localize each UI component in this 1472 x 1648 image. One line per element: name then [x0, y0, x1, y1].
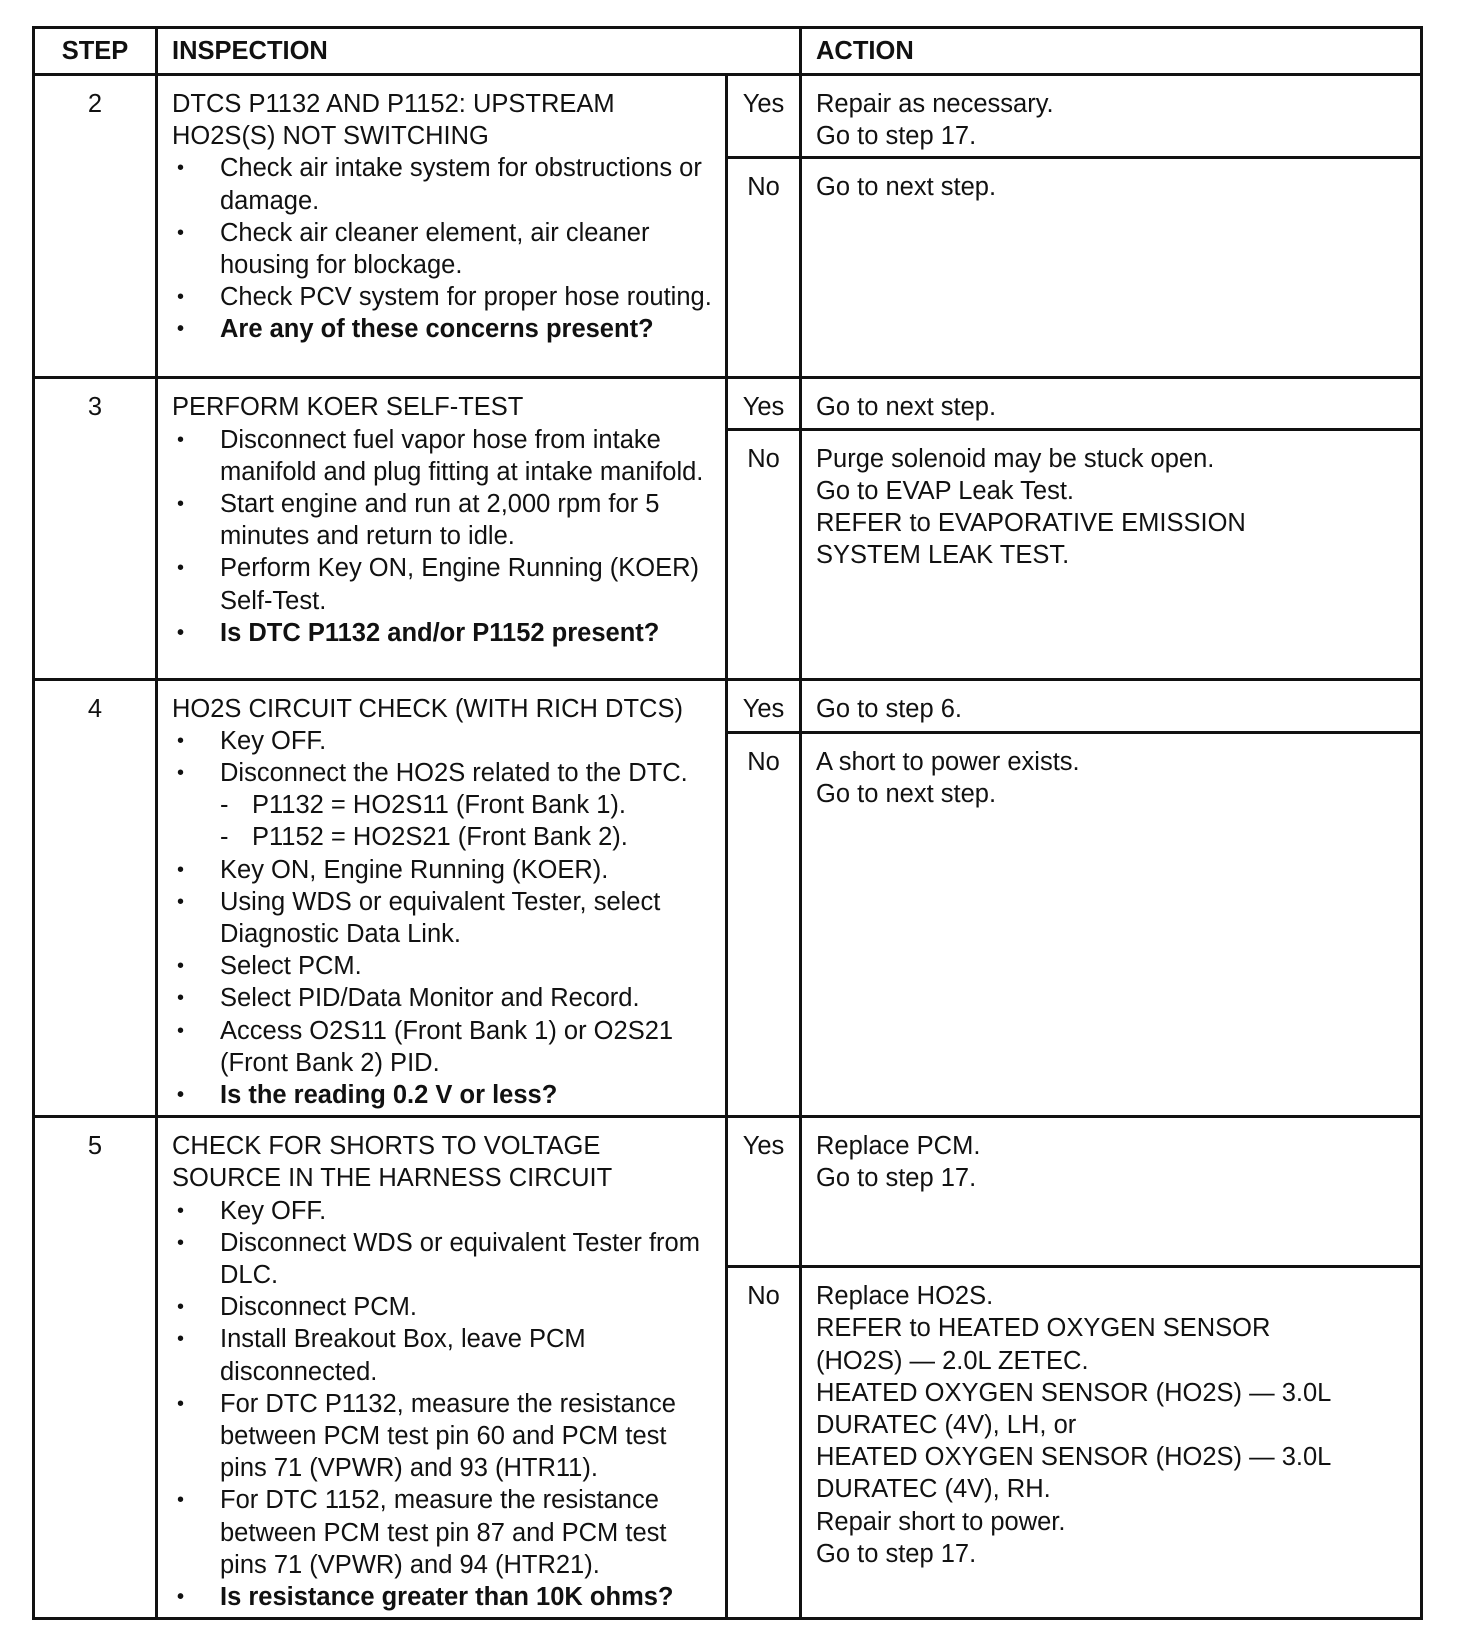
- inspection-title: SOURCE IN THE HARNESS CIRCUIT: [172, 1164, 613, 1193]
- table-row: [34, 75, 1422, 158]
- list-item: • Disconnect fuel vapor hose from intake manifold and plug fitting at intake manifold.: [172, 424, 713, 488]
- list-item-text: Disconnect the HO2S related to the DTC.: [220, 759, 688, 788]
- no-label: No: [727, 733, 801, 1117]
- list-item: • Select PID/Data Monitor and Record.: [172, 982, 713, 1014]
- action-line: REFER to EVAPORATIVE EMISSION: [816, 509, 1246, 538]
- list-item: • Check air intake system for obstructions or damage.: [172, 152, 713, 216]
- action-line: Go to EVAP Leak Test.: [816, 476, 1075, 505]
- inspection-cell: [157, 679, 727, 1117]
- list-item: • Select PCM.: [172, 950, 713, 982]
- action-line: DURATEC (4V), RH.: [816, 1475, 1051, 1504]
- action-line: (HO2S) — 2.0L ZETEC.: [816, 1346, 1089, 1375]
- no-label: No: [727, 429, 801, 679]
- yes-action: [801, 679, 1422, 732]
- step-number: 3: [34, 378, 157, 679]
- yes-label: Yes: [727, 1117, 801, 1267]
- action-line: Replace PCM.: [816, 1132, 981, 1161]
- table-row: [34, 1117, 1422, 1267]
- action-line: Go to next step.: [816, 393, 997, 422]
- list-item: • Perform Key ON, Engine Running (KOER) Self-Test.: [172, 552, 713, 616]
- action-line: DURATEC (4V), LH, or: [816, 1410, 1077, 1439]
- action-line: Go to step 6.: [816, 694, 963, 723]
- action-line: Go to step 17.: [816, 122, 977, 151]
- list-item: • Disconnect WDS or equivalent Tester from DLC.: [172, 1227, 713, 1291]
- yes-label: Yes: [727, 679, 801, 732]
- list-item: • Check PCV system for proper hose routing.: [172, 281, 713, 313]
- no-action: [801, 733, 1422, 1117]
- sub-list-item: - P1132 = HO2S11 (Front Bank 1).: [220, 789, 713, 821]
- action-line: HEATED OXYGEN SENSOR (HO2S) — 3.0L: [816, 1443, 1332, 1472]
- action-line: REFER to HEATED OXYGEN SENSOR: [816, 1314, 1271, 1343]
- inspection-title: HO2S(S) NOT SWITCHING: [172, 122, 489, 151]
- list-item: • Using WDS or equivalent Tester, select Diagnostic Data Link.: [172, 886, 713, 950]
- inspection-title: DTCS P1132 AND P1152: UPSTREAM: [172, 90, 615, 118]
- action-line: Repair as necessary.: [816, 90, 1054, 118]
- action-line: SYSTEM LEAK TEST.: [816, 541, 1070, 570]
- yes-action: [801, 1117, 1422, 1267]
- no-action: [801, 429, 1422, 679]
- no-action: [801, 1267, 1422, 1619]
- no-label: No: [727, 1267, 801, 1619]
- action-line: Go to step 17.: [816, 1164, 977, 1193]
- inspection-question: • Are any of these concerns present?: [172, 313, 713, 345]
- action-line: Go to step 17.: [816, 1539, 977, 1568]
- no-label: No: [727, 158, 801, 378]
- step-number: 4: [34, 679, 157, 1117]
- table-row: [34, 679, 1422, 732]
- list-item: • Key OFF.: [172, 1195, 713, 1227]
- inspection-question: • Is DTC P1132 and/or P1152 present?: [172, 617, 713, 649]
- diagnostic-table: [32, 26, 1423, 1620]
- action-line: Go to next step.: [816, 173, 997, 202]
- yes-action: [801, 378, 1422, 429]
- inspection-cell: [157, 1117, 727, 1619]
- header-inspection: INSPECTION: [157, 28, 801, 75]
- header-step: STEP: [34, 28, 157, 75]
- yes-action: [801, 75, 1422, 158]
- step-number: 2: [34, 75, 157, 378]
- list-item: [172, 757, 713, 854]
- action-line: Purge solenoid may be stuck open.: [816, 444, 1215, 473]
- list-item: • Install Breakout Box, leave PCM disconnected.: [172, 1323, 713, 1387]
- action-line: Go to next step.: [816, 780, 997, 809]
- header-action: ACTION: [801, 28, 1422, 75]
- table-row: [34, 378, 1422, 429]
- inspection-title: HO2S CIRCUIT CHECK (WITH RICH DTCS): [172, 694, 683, 723]
- inspection-question: • Is the reading 0.2 V or less?: [172, 1079, 713, 1111]
- sub-list-item: - P1152 = HO2S21 (Front Bank 2).: [220, 821, 713, 853]
- yes-label: Yes: [727, 75, 801, 158]
- list-item: • For DTC 1152, measure the resistance between PCM test pin 87 and PCM test pins 71 (VPWR) and 94 (HTR21).: [172, 1484, 713, 1581]
- inspection-question: • Is resistance greater than 10K ohms?: [172, 1581, 713, 1613]
- list-item: • Check air cleaner element, air cleaner housing for blockage.: [172, 217, 713, 281]
- list-item: • Disconnect PCM.: [172, 1291, 713, 1323]
- list-item: • Key ON, Engine Running (KOER).: [172, 854, 713, 886]
- inspection-cell: [157, 378, 727, 679]
- action-line: HEATED OXYGEN SENSOR (HO2S) — 3.0L: [816, 1378, 1332, 1407]
- yes-label: Yes: [727, 378, 801, 429]
- list-item: • For DTC P1132, measure the resistance between PCM test pin 60 and PCM test pins 71 (VPWR) and 93 (HTR11).: [172, 1388, 713, 1485]
- list-item: • Key OFF.: [172, 725, 713, 757]
- no-action: [801, 158, 1422, 378]
- action-line: Replace HO2S.: [816, 1282, 994, 1311]
- inspection-cell: [157, 75, 727, 378]
- inspection-title: CHECK FOR SHORTS TO VOLTAGE: [172, 1132, 601, 1161]
- action-line: Repair short to power.: [816, 1507, 1066, 1536]
- header-row: [34, 28, 1422, 75]
- list-item: • Start engine and run at 2,000 rpm for 5 minutes and return to idle.: [172, 488, 713, 552]
- step-number: 5: [34, 1117, 157, 1619]
- list-item: • Access O2S11 (Front Bank 1) or O2S21 (Front Bank 2) PID.: [172, 1015, 713, 1079]
- action-line: A short to power exists.: [816, 748, 1080, 777]
- inspection-title: PERFORM KOER SELF-TEST: [172, 393, 524, 422]
